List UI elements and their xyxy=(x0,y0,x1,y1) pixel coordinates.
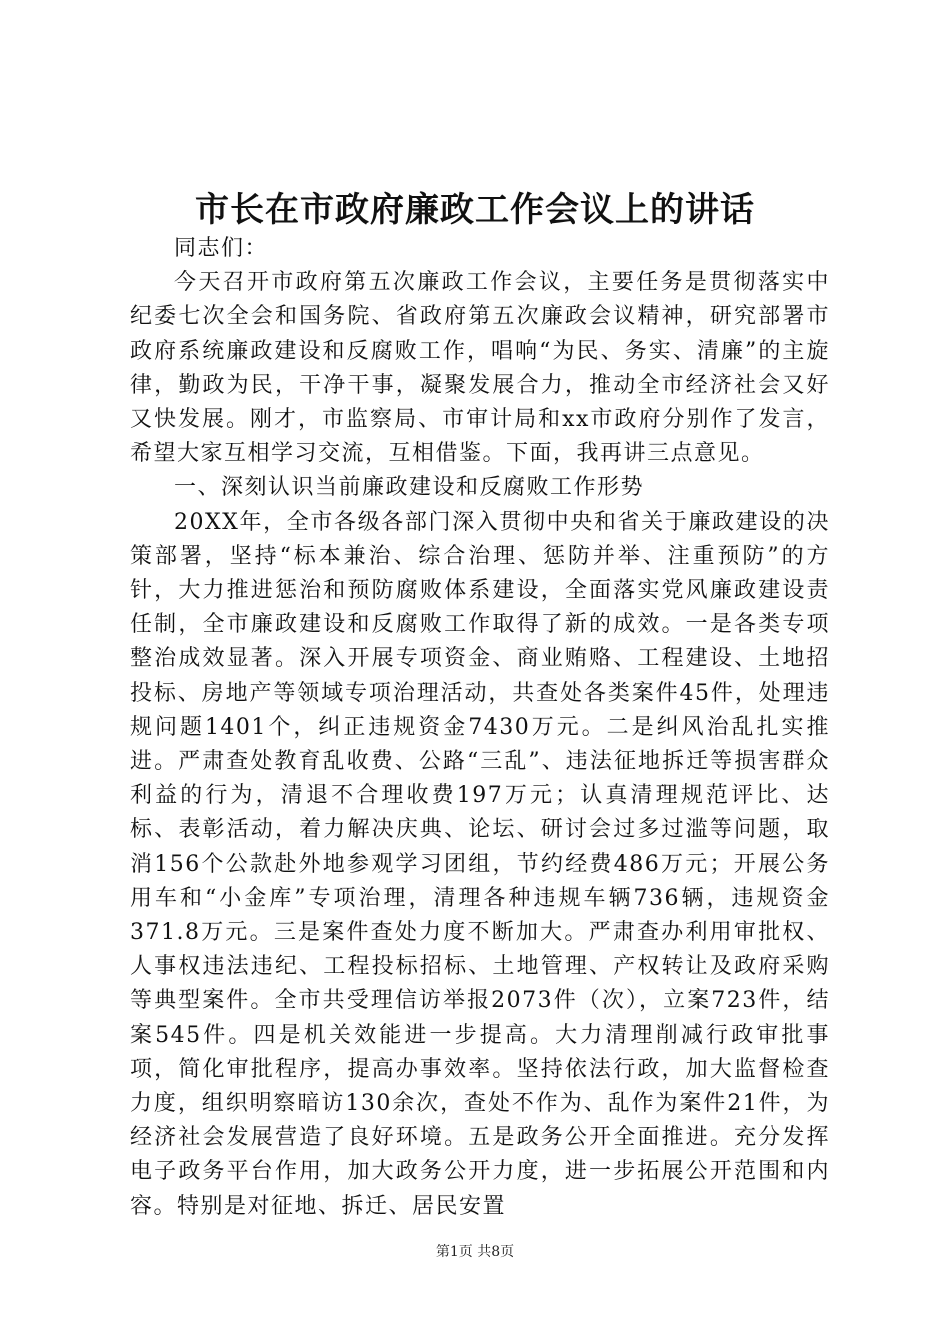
document-title: 市长在市政府廉政工作会议上的讲话 xyxy=(195,190,755,230)
page-footer: 第1页 共8页 xyxy=(435,1244,515,1260)
intro-paragraph: 今天召开市政府第五次廉政工作会议，主要任务是贯彻落实中纪委七次全会和国务院、省政府第五次廉政会议精神，研究部署市政府系统廉政建设和反腐败工作，唱响“为民、务实、清廉”的主旋律，勤政为民，干净干事，凝聚发展合力，推动全市经济社会又好又快发展。刚才，市监察局、市审计局和xx市政府分别作了发言，希望大家互相学习交流，互相借鉴。下面，我再讲三点意见。 xyxy=(130,270,830,467)
document-body xyxy=(130,232,830,1224)
body-paragraph: 20XX年，全市各级各部门深入贯彻中央和省关于廉政建设的决策部署，坚持“标本兼治、综合治理、惩防并举、注重预防”的方针，大力推进惩治和预防腐败体系建设，全面落实党风廉政建设责任制，全市廉政建设和反腐败工作取得了新的成效。一是各类专项整治成效显著。深入开展专项资金、商业贿赂、工程建设、土地招投标、房地产等领域专项治理活动，共查处各类案件45件，处理违规问题1401个，纠正违规资金7430万元。二是纠风治乱扎实推进。严肃查处教育乱收费、公路“三乱”、违法征地拆迁等损害群众利益的行为，清退不合理收费197万元；认真清理规范评比、达标、表彰活动，着力解决庆典、论坛、研讨会过多过滥等问题，取消156个公款赴外地参观学习团组，节约经费486万元；开展公务用车和“小金库”专项治理，清理各种违规车辆736辆，违规资金371.8万元。三是案件查处力度不断加大。严肃查办利用审批权、人事权违法违纪、工程投标招标、土地管理、产权转让及政府采购等典型案件。全市共受理信访举报2073件（次），立案723件，结案545件。四是机关效能进一步提高。大力清理削减行政审批事项，简化审批程序，提高办事效率。坚持依法行政，加大监督检查力度，组织明察暗访130余次，查处不作为、乱作为案件21件，为经济社会发展营造了良好环境。五是政务公开全面推进。充分发挥电子政务平台作用，加大政务公开力度，进一步拓展公开范围和内容。特别是对征地、拆迁、居民安置 xyxy=(130,509,830,1219)
section-heading: 一、深刻认识当前廉政建设和反腐败工作形势 xyxy=(174,475,645,501)
salutation-paragraph: 同志们： xyxy=(174,236,269,261)
